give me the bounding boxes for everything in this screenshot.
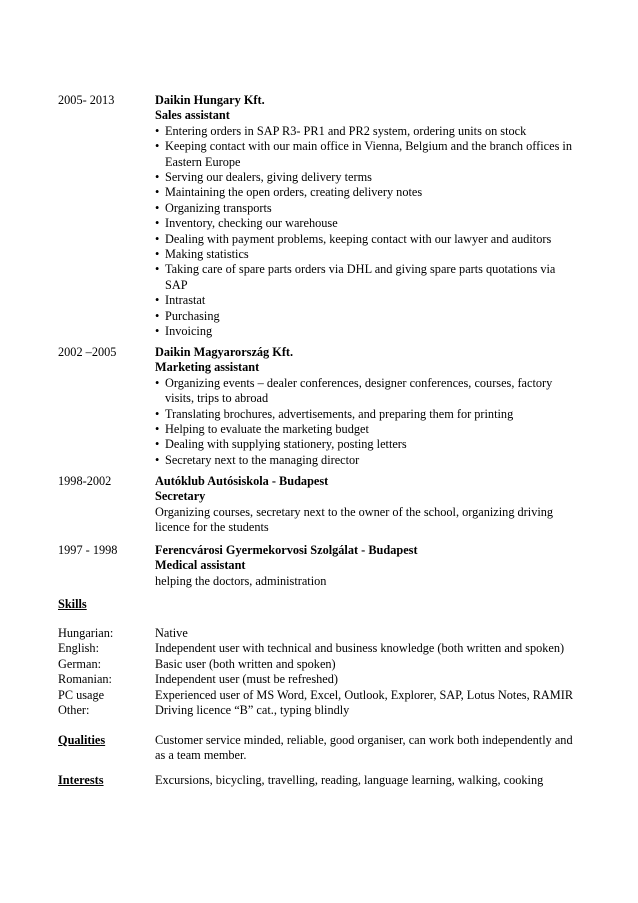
skill-label: Hungarian:: [58, 626, 114, 640]
list-item: • Taking care of spare parts orders via DHL and giving spare parts quotations via SAP: [155, 262, 573, 293]
list-item: • Invoicing: [155, 324, 573, 339]
job-content: [155, 93, 573, 340]
list-item: • Organizing events – dealer conferences, designer conferences, courses, factory visits, trips to abroad: [155, 376, 573, 407]
skills-row: [58, 626, 578, 641]
list-item: • Serving our dealers, giving delivery terms: [155, 170, 573, 185]
skill-value: Basic user (both written and spoken): [155, 656, 336, 671]
skills-row: [58, 703, 578, 718]
job-date: 1998-2002: [58, 474, 112, 488]
list-item: • Dealing with payment problems, keeping contact with our lawyer and auditors: [155, 232, 573, 247]
job-description: Organizing courses, secretary next to the owner of the school, organizing driving licence for the students: [155, 504, 554, 535]
interests-text: Excursions, bicycling, travelling, reading, language learning, walking, cooking: [155, 773, 544, 787]
skills-heading: Skills: [58, 597, 87, 611]
list-item: • Translating brochures, advertisements, and preparing them for printing: [155, 407, 573, 422]
skill-label: German:: [58, 656, 102, 671]
job-content: [155, 474, 573, 536]
interests-heading: Interests: [58, 773, 104, 787]
list-item: • Secretary next to the managing director: [155, 453, 573, 468]
skill-value: Experienced user of MS Word, Excel, Outlook, Explorer, SAP, Lotus Notes, RAMIR: [155, 687, 574, 702]
job-role: Secretary: [155, 489, 206, 504]
job-content: [155, 345, 573, 468]
list-item: • Dealing with supplying stationery, posting letters: [155, 437, 573, 452]
qualities-text: Customer service minded, reliable, good organiser, can work both independently and as a team member.: [155, 733, 573, 763]
skill-label: Romanian:: [58, 672, 112, 687]
job-duties-list: [155, 376, 573, 468]
job-company: Daikin Hungary Kft.: [155, 93, 265, 107]
job-role: Medical assistant: [155, 558, 246, 573]
job-company: Daikin Magyarország Kft.: [155, 345, 294, 359]
skill-label: Other:: [58, 703, 90, 718]
job-role: Marketing assistant: [155, 360, 260, 375]
list-item: • Intrastat: [155, 293, 573, 308]
list-item: • Entering orders in SAP R3- PR1 and PR2 system, ordering units on stock: [155, 124, 573, 139]
job-company: Autóklub Autósiskola - Budapest: [155, 474, 329, 488]
skills-row: [58, 641, 578, 656]
job-date: 1997 - 1998: [58, 543, 118, 557]
skill-value: Driving licence “B” cat., typing blindly: [155, 703, 350, 718]
skills-row: [58, 657, 578, 672]
list-item: • Inventory, checking our warehouse: [155, 216, 573, 231]
skill-label: English:: [58, 641, 99, 656]
skill-value: Native: [155, 626, 188, 640]
skills-table: [58, 626, 578, 718]
job-duties-list: [155, 124, 573, 340]
skill-value: Independent user with technical and business knowledge (both written and spoken): [155, 641, 565, 656]
list-item: • Keeping contact with our main office in Vienna, Belgium and the branch offices in Eastern Europe: [155, 139, 573, 170]
list-item: • Purchasing: [155, 309, 573, 324]
job-date: 2002 –2005: [58, 345, 117, 359]
job-description: helping the doctors, administration: [155, 573, 327, 588]
list-item: • Helping to evaluate the marketing budget: [155, 422, 573, 437]
qualities-heading: Qualities: [58, 733, 106, 747]
job-date: 2005- 2013: [58, 93, 115, 107]
skill-label: PC usage: [58, 687, 105, 702]
skills-row: [58, 672, 578, 687]
list-item: • Making statistics: [155, 247, 573, 262]
job-role: Sales assistant: [155, 108, 230, 123]
list-item: • Organizing transports: [155, 201, 573, 216]
skill-value: Independent user (must be refreshed): [155, 672, 339, 687]
job-content: [155, 543, 573, 589]
list-item: • Maintaining the open orders, creating delivery notes: [155, 185, 573, 200]
skills-row: [58, 688, 578, 703]
job-company: Ferencvárosi Gyermekorvosi Szolgálat - Budapest: [155, 543, 418, 557]
